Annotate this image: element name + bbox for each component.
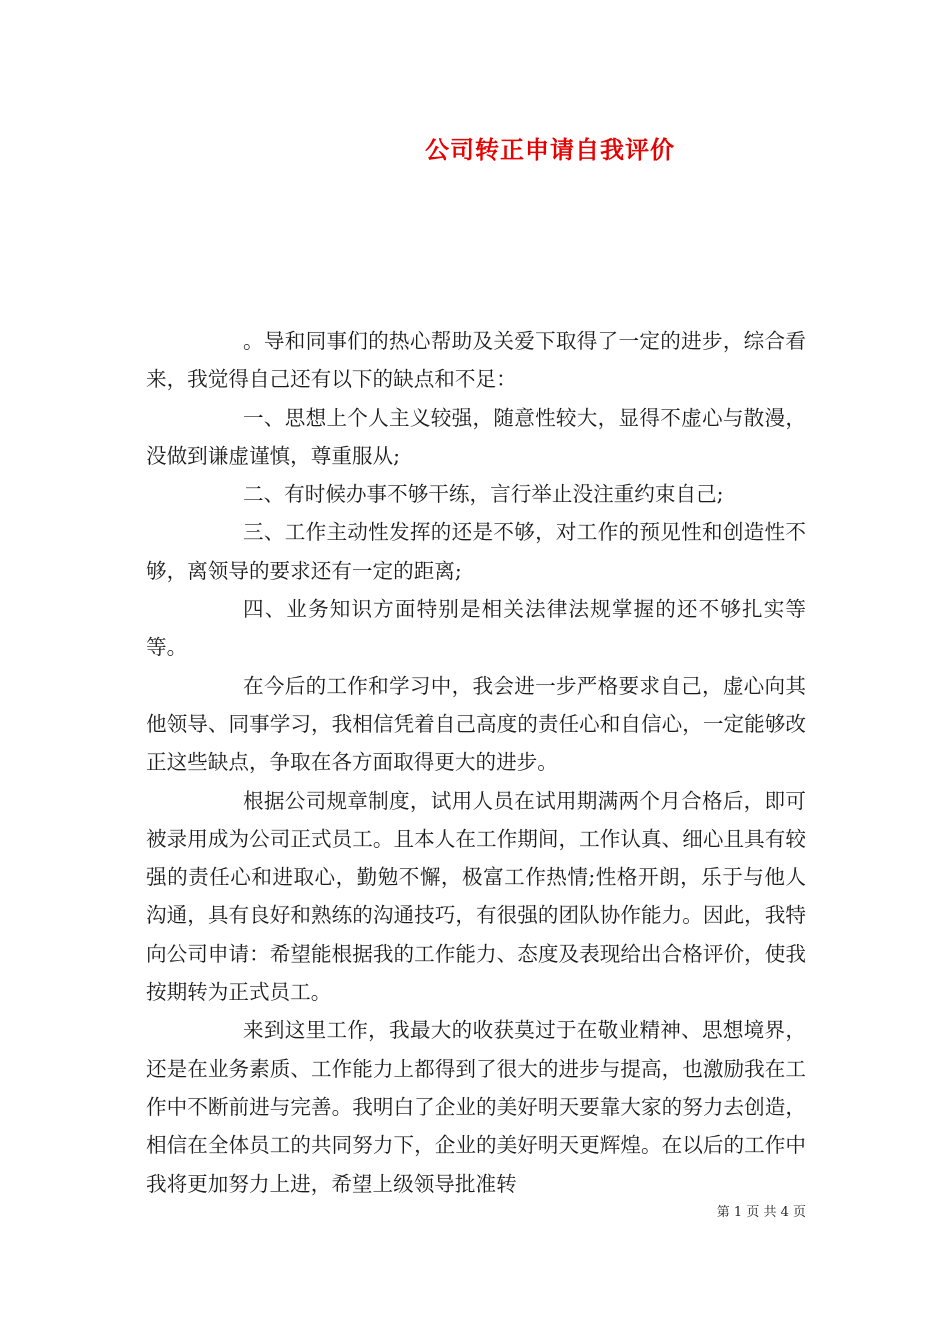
paragraph: 四、业务知识方面特别是相关法律法规掌握的还不够扎实等等。: [146, 597, 806, 660]
paragraph: 三、工作主动性发挥的还是不够，对工作的预见性和创造性不够，离领导的要求还有一定的距离;: [146, 520, 806, 583]
page-number: 第 1 页 共 4 页: [716, 1205, 806, 1220]
paragraph: 。导和同事们的热心帮助及关爱下取得了一定的进步，综合看来，我觉得自己还有以下的缺点和不足：: [146, 329, 806, 392]
paragraph: 在今后的工作和学习中，我会进一步严格要求自己，虚心向其他领导、同事学习，我相信凭着自己高度的责任心和自信心，一定能够改正这些缺点，争取在各方面取得更大的进步。: [146, 673, 806, 775]
paragraph: 二、有时候办事不够干练，言行举止没注重约束自己;: [243, 482, 724, 507]
document-body: [146, 322, 806, 1203]
paragraph: 一、思想上个人主义较强，随意性较大，显得不虚心与散漫，没做到谦虚谨慎，尊重服从;: [146, 405, 806, 468]
document-title: 公司转正申请自我评价: [425, 135, 675, 164]
paragraph: 来到这里工作，我最大的收获莫过于在敬业精神、思想境界，还是在业务素质、工作能力上都得到了很大的进步与提高，也激励我在工作中不断前进与完善。我明白了企业的美好明天要靠大家的努力去创造，相信在全体员工的共同努力下，企业的美好明天更辉煌。在以后的工作中我将更加努力上进，希望上级领导批准转: [146, 1018, 806, 1196]
paragraph: 根据公司规章制度，试用人员在试用期满两个月合格后，即可被录用成为公司正式员工。且本人在工作期间，工作认真、细心且具有较强的责任心和进取心，勤勉不懈，极富工作热情;性格开朗，乐于与他人沟通，具有良好和熟练的沟通技巧，有很强的团队协作能力。因此，我特向公司申请：希望能根据我的工作能力、态度及表现给出合格评价，使我按期转为正式员工。: [146, 788, 806, 1005]
